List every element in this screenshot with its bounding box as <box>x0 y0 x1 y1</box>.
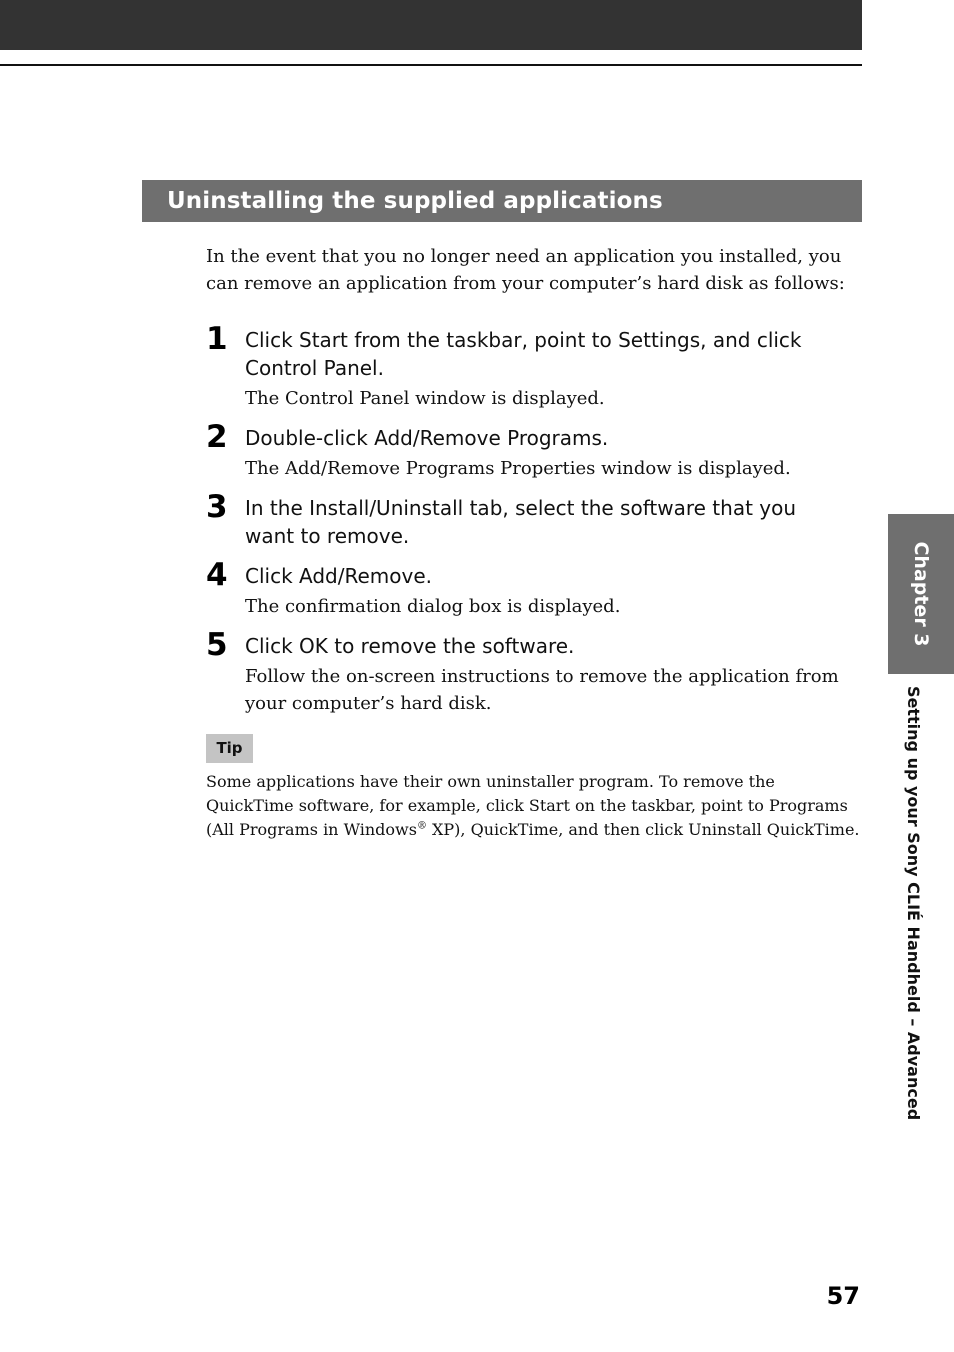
intro-paragraph: In the event that you no longer need an application you installed, you can remove an application from your computer’s hard disk as follows: <box>206 246 845 294</box>
step-3 <box>206 489 846 550</box>
tip-text-start: Some applications have their own uninstaller program. To remove the QuickTime software, for example, click Start on the taskbar, point to Programs (All Programs in Windows <box>206 772 848 839</box>
step-description: The Control Panel window is displayed. <box>245 388 605 409</box>
step-title: Click Start from the taskbar, point to Settings, and click Control Panel. <box>245 328 802 380</box>
page-number: 57 <box>826 1282 860 1310</box>
step-number: 4 <box>206 557 228 593</box>
tip-text <box>206 770 866 842</box>
step-number: 1 <box>206 321 228 357</box>
tip-badge: Tip <box>206 734 253 763</box>
section-title: Uninstalling the supplied applications <box>167 188 663 214</box>
step-number: 3 <box>206 489 228 525</box>
step-title: Double-click Add/Remove Programs. <box>245 426 609 450</box>
chapter-label: Chapter 3 <box>910 541 932 647</box>
step-2 <box>206 419 846 482</box>
section-header <box>142 180 862 222</box>
step-5 <box>206 627 846 717</box>
tip-text-end: XP), QuickTime, and then click Uninstall QuickTime. <box>426 820 860 839</box>
step-number: 2 <box>206 419 228 455</box>
chapter-title: Setting up your Sony CLIÉ Handheld – Advanced <box>904 686 923 1121</box>
step-1 <box>206 321 846 412</box>
chapter-tab <box>888 514 954 674</box>
step-title: Click Add/Remove. <box>245 564 432 588</box>
step-title: In the Install/Uninstall tab, select the software that you want to remove. <box>245 496 797 548</box>
step-description: The confirmation dialog box is displayed. <box>245 596 621 617</box>
top-banner-bar <box>0 0 862 50</box>
top-rule-divider <box>0 64 862 66</box>
step-title: Click OK to remove the software. <box>245 634 575 658</box>
registered-mark: ® <box>416 820 427 832</box>
step-number: 5 <box>206 627 228 663</box>
step-description: The Add/Remove Programs Properties window is displayed. <box>245 458 791 479</box>
step-description: Follow the on-screen instructions to remove the application from your computer’s hard disk. <box>245 666 839 714</box>
step-4 <box>206 557 846 620</box>
